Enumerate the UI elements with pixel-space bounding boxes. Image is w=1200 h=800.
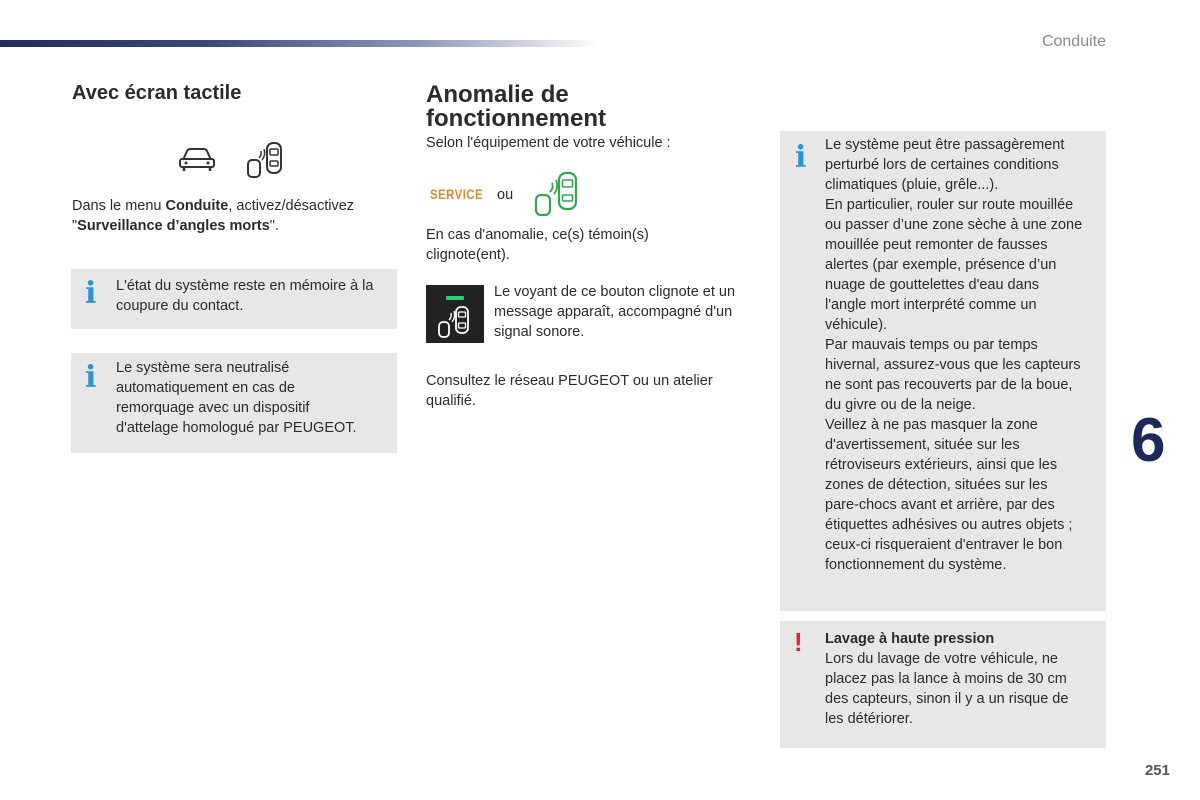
service-warning-icon: SERVICE [430, 186, 484, 202]
weather-info-note [780, 131, 1106, 611]
memory-info-text: L'état du système reste en mémoire à la coupure du contact. [116, 278, 374, 314]
info-line: ne sont pas recouverts par de la boue, [825, 377, 1073, 393]
blind-spot-indicator-icon [533, 170, 581, 223]
info-line: climatiques (pluie, grêle...). [825, 177, 999, 193]
warning-text: Lavage à haute pression Lors du lavage de votre véhicule, ne placez pas la lance à moins de 30 cm des capteurs, sinon il y a un risque de les détériorer. [825, 629, 1100, 729]
consult-network-text: Consultez le réseau PEUGEOT ou un atelier qualifié. [426, 373, 713, 409]
warning-title: Lavage à haute pression [825, 631, 995, 647]
menu-instruction: Dans le menu Conduite, activez/désactivez "Surveillance d’angles morts". [72, 198, 355, 234]
info-line: pare-chocs avant et arrière, par des [825, 497, 1055, 513]
weather-info-text [825, 135, 1100, 575]
info-line: d'avertissement, située sur les [825, 437, 1020, 453]
info-line: mouillée peut remonter de fausses [825, 237, 1048, 253]
info-icon: i [85, 276, 97, 311]
towing-info-note [71, 353, 397, 453]
button-description: Le voyant de ce bouton clignote et un message apparaît, accompagné d'un signal sonore. [494, 284, 736, 340]
info-line: véhicule). [825, 317, 888, 333]
info-icon: i [85, 360, 97, 395]
info-line: Veillez à ne pas masquer la zone [825, 417, 1038, 433]
info-line: zones de détection, situées sur les [825, 477, 1048, 493]
menu-name: Conduite [165, 198, 229, 214]
info-line: Par mauvais temps ou par temps [825, 337, 1038, 353]
chapter-number: 6 [1131, 406, 1166, 475]
info-line: fonctionnement du système. [825, 557, 1007, 573]
info-line: ceux-ci risqueraient d'entraver le bon [825, 537, 1063, 553]
info-line: nuage de gouttelettes d'eau dans [825, 277, 1040, 293]
anomaly-text: En cas d'anomalie, ce(s) témoin(s) clignote(ent). [426, 227, 649, 263]
info-line: alertes (par exemple, présence d’un [825, 257, 1057, 273]
button-car-icon [436, 305, 472, 339]
or-label: ou [497, 187, 514, 203]
page-number: 251 [1144, 762, 1170, 779]
blind-spot-button-image [426, 285, 484, 343]
info-line: du givre ou de la neige. [825, 397, 976, 413]
info-line: perturbé lors de certaines conditions [825, 157, 1059, 173]
info-line: l'angle mort interprété comme un [825, 297, 1037, 313]
info-line: En particulier, rouler sur route mouillée [825, 197, 1074, 213]
section-title: Conduite [1041, 33, 1106, 50]
info-icon: i [795, 140, 807, 175]
info-line: Le système peut être passagèrement [825, 137, 1065, 153]
towing-info-text: Le système sera neutralisé automatiquement en cas de remorquage avec un dispositif d'attelage homologué par PEUGEOT. [116, 360, 357, 436]
info-line: ou passer d’une zone sèche à une zone [825, 217, 1083, 233]
button-led-icon [446, 296, 464, 300]
feature-name: Surveillance d’angles morts [77, 218, 270, 234]
info-line: rétroviseurs extérieurs, ainsi que les [825, 457, 1058, 473]
warning-icon: ! [794, 627, 803, 657]
memory-info-note [71, 269, 397, 329]
equipment-intro: Selon l'équipement de votre véhicule : [426, 135, 671, 151]
info-line: hivernal, assurez-vous que les capteurs [825, 357, 1081, 373]
info-line: étiquettes adhésives ou autres objets ; [825, 517, 1073, 533]
header-gradient-bar [0, 40, 600, 47]
high-pressure-warning-note [780, 621, 1106, 748]
car-icon [178, 145, 216, 173]
touchscreen-heading: Avec écran tactile [72, 82, 242, 104]
malfunction-heading: Anomalie de fonctionnement [426, 81, 606, 132]
blind-spot-monitor-icon [245, 140, 285, 180]
